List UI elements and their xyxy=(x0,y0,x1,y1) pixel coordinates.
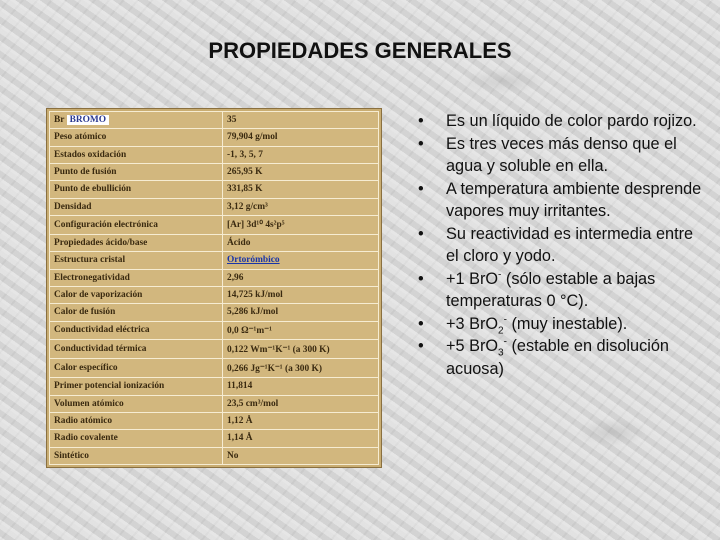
table-row xyxy=(50,252,379,269)
property-value xyxy=(223,378,379,395)
property-name: Volumen atómico xyxy=(50,395,223,412)
table-row xyxy=(50,340,379,359)
bullet-dot: • xyxy=(418,179,424,198)
property-value xyxy=(223,412,379,429)
property-value-text: 5,286 kJ/mol xyxy=(227,307,279,318)
property-name: Estructura cristal xyxy=(50,252,223,269)
bullet-item xyxy=(418,268,703,313)
table-row xyxy=(50,129,379,146)
property-value-text: 14,725 kJ/mol xyxy=(227,290,283,301)
property-value xyxy=(223,286,379,303)
property-name: Conductividad térmica xyxy=(50,340,223,359)
property-value xyxy=(223,359,379,378)
property-name: Calor específico xyxy=(50,359,223,378)
charge-superscript: - xyxy=(503,314,507,326)
formula-subscript: 2 xyxy=(498,324,504,336)
table-row xyxy=(50,378,379,395)
table-row xyxy=(50,304,379,321)
bullet-item xyxy=(418,313,703,336)
property-name: Primer potencial ionización xyxy=(50,378,223,395)
formula-text: +5 BrO xyxy=(446,337,499,355)
property-value xyxy=(223,215,379,234)
table-row xyxy=(50,395,379,412)
property-value xyxy=(223,430,379,447)
property-name: Conductividad eléctrica xyxy=(50,321,223,340)
table-row xyxy=(50,234,379,251)
property-name: Densidad xyxy=(50,198,223,215)
property-name: Radio atómico xyxy=(50,412,223,429)
bullet-text: A temperatura ambiente desprende vapores muy irritantes. xyxy=(446,179,702,220)
property-name: Sintético xyxy=(50,447,223,464)
bullet-dot: • xyxy=(418,314,424,333)
element-cell xyxy=(50,112,223,129)
formula-note: (estable en disolución acuosa) xyxy=(446,337,669,378)
bullet-dot: • xyxy=(418,112,424,130)
table-row xyxy=(50,321,379,340)
property-value-text: 79,904 g/mol xyxy=(227,132,278,143)
formula-text: +3 BrO xyxy=(446,314,499,333)
property-value-text: 0,0 Ω⁻¹m⁻¹ xyxy=(227,325,272,336)
property-value-text[interactable]: Ortorómbico xyxy=(227,255,280,266)
charge-superscript: - xyxy=(498,269,502,281)
property-name: Peso atómico xyxy=(50,129,223,146)
table-row xyxy=(50,430,379,447)
property-name: Radio covalente xyxy=(50,430,223,447)
properties-bullet-list xyxy=(418,110,703,380)
bromine-properties-table xyxy=(46,108,382,468)
formula-note: (sólo estable a bajas temperaturas 0 °C). xyxy=(446,269,656,310)
property-name: Punto de ebullición xyxy=(50,181,223,198)
property-value xyxy=(223,181,379,198)
property-value-text: No xyxy=(227,450,239,461)
table-row xyxy=(50,447,379,464)
property-value xyxy=(223,252,379,269)
bullet-item xyxy=(418,178,703,223)
bullet-item xyxy=(418,133,703,178)
property-name: Configuración electrónica xyxy=(50,215,223,234)
property-value xyxy=(223,447,379,464)
bullet-dot: • xyxy=(418,337,424,355)
property-name: Electronegatividad xyxy=(50,269,223,286)
property-value xyxy=(223,269,379,286)
property-value xyxy=(223,395,379,412)
property-value-text: 2,96 xyxy=(227,272,244,283)
property-value-text: 1,14 Å xyxy=(227,433,253,444)
property-value-text: 23,5 cm³/mol xyxy=(227,398,279,409)
property-value xyxy=(223,340,379,359)
property-name: Estados oxidación xyxy=(50,146,223,163)
property-value xyxy=(223,198,379,215)
bullet-text xyxy=(446,314,628,336)
property-value-text: 265,95 K xyxy=(227,167,263,178)
property-name: Calor de vaporización xyxy=(50,286,223,303)
table-row xyxy=(50,412,379,429)
table-header-row xyxy=(50,112,379,129)
bullet-text: Su reactividad es intermedia entre el cloro y yodo. xyxy=(446,224,694,265)
bullet-item xyxy=(418,223,703,268)
bullet-dot: • xyxy=(418,134,424,153)
formula-text: +1 BrO xyxy=(446,269,499,288)
table-row xyxy=(50,198,379,215)
bullet-text xyxy=(446,270,655,311)
bullet-text xyxy=(446,337,669,378)
atomic-number: 35 xyxy=(223,112,379,129)
property-value xyxy=(223,146,379,163)
bullet-text: Es un líquido de color pardo rojizo. xyxy=(446,112,697,130)
table-row xyxy=(50,359,379,378)
property-value-text: 0,266 Jg⁻¹K⁻¹ (a 300 K) xyxy=(227,363,322,374)
property-value xyxy=(223,129,379,146)
property-value-text: 1,12 Å xyxy=(227,416,253,427)
slide-title: PROPIEDADES GENERALES xyxy=(208,38,512,63)
property-value-text: [Ar] 3d¹⁰ 4s²p⁵ xyxy=(227,220,285,231)
property-name: Calor de fusión xyxy=(50,304,223,321)
property-value-text: 11,814 xyxy=(227,381,253,392)
property-value-text: -1, 3, 5, 7 xyxy=(227,149,263,160)
property-value xyxy=(223,234,379,251)
table-row xyxy=(50,181,379,198)
table-row xyxy=(50,163,379,180)
property-value xyxy=(223,321,379,340)
table-row xyxy=(50,146,379,163)
property-value xyxy=(223,304,379,321)
element-symbol: Br xyxy=(54,115,65,126)
property-name: Propiedades ácido/base xyxy=(50,234,223,251)
bullet-dot: • xyxy=(418,269,424,288)
table-row xyxy=(50,269,379,286)
property-value xyxy=(223,163,379,180)
bullet-dot: • xyxy=(418,224,424,243)
table-row xyxy=(50,215,379,234)
property-value-text: 3,12 g/cm³ xyxy=(227,201,268,212)
bullet-text: Es tres veces más denso que el agua y soluble en ella. xyxy=(446,134,677,175)
property-name: Punto de fusión xyxy=(50,163,223,180)
bullet-item xyxy=(418,110,703,133)
bullet-item xyxy=(418,335,703,380)
table-row xyxy=(50,286,379,303)
charge-superscript: - xyxy=(503,336,507,348)
formula-subscript: 3 xyxy=(498,347,504,359)
property-value-text: 0,122 Wm⁻¹K⁻¹ (a 300 K) xyxy=(227,344,330,355)
property-value-text: Ácido xyxy=(227,238,251,249)
formula-note: (muy inestable). xyxy=(506,314,628,333)
property-value-text: 331,85 K xyxy=(227,184,263,195)
element-name: BROMO xyxy=(67,115,109,125)
